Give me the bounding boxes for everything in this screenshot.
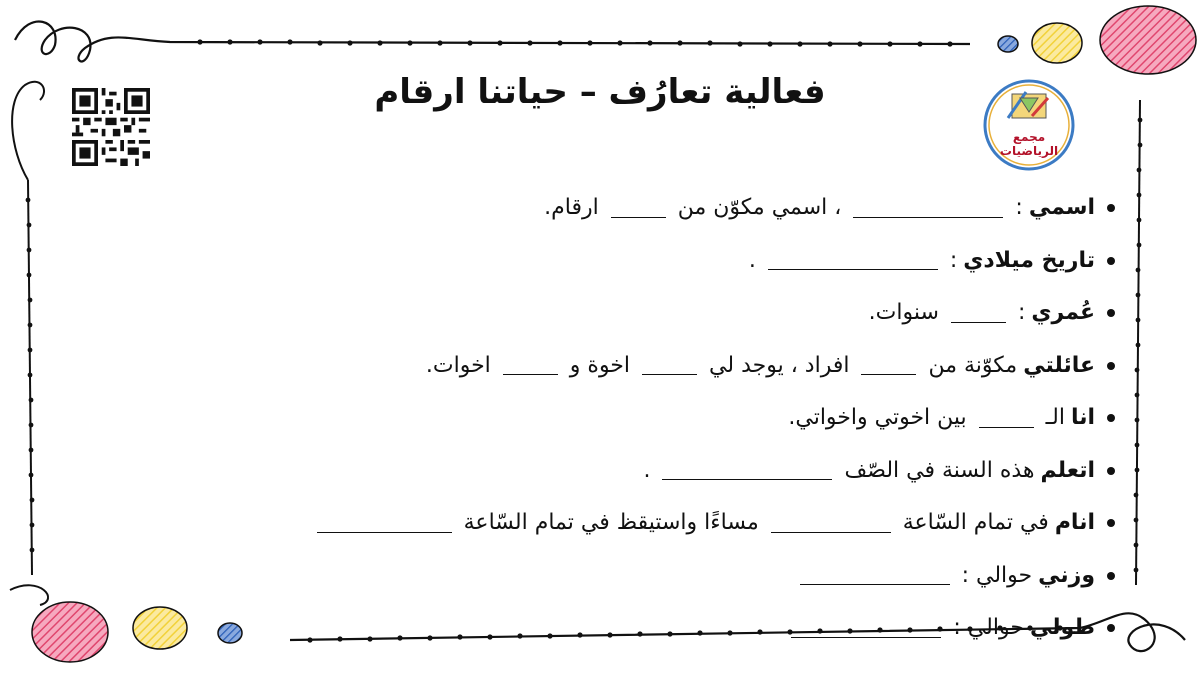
list-item-grade xyxy=(215,445,1115,498)
bullet-icon xyxy=(1107,467,1115,475)
list-item-age xyxy=(215,287,1115,340)
item-label: عُمري xyxy=(1031,300,1095,326)
item-text: ارقام. xyxy=(544,195,599,221)
fill-blank[interactable] xyxy=(768,251,938,270)
list-item-sibling-rank xyxy=(215,392,1115,445)
logo-text: مجمع الرياضيات xyxy=(999,130,1059,158)
worksheet-lines xyxy=(215,182,1115,655)
bullet-icon xyxy=(1107,624,1115,632)
bullet-icon xyxy=(1107,362,1115,370)
item-text: حوالي : xyxy=(953,615,1024,641)
fill-blank[interactable] xyxy=(979,409,1034,428)
list-item-height xyxy=(215,602,1115,655)
item-label: اسمي xyxy=(1028,195,1095,221)
fill-blank[interactable] xyxy=(317,514,452,533)
bullet-icon xyxy=(1107,257,1115,265)
item-text: اخوة و xyxy=(569,352,631,378)
fill-blank[interactable] xyxy=(853,199,1003,218)
item-text: : xyxy=(1017,300,1026,326)
fill-blank[interactable] xyxy=(611,199,666,218)
item-text: في تمام السّاعة xyxy=(902,510,1049,536)
fill-blank[interactable] xyxy=(642,356,697,375)
list-item-birthdate xyxy=(215,235,1115,288)
fill-blank[interactable] xyxy=(791,619,941,638)
item-text: افراد ، يوجد لي xyxy=(709,352,850,378)
list-item-family xyxy=(215,340,1115,393)
item-text: : xyxy=(1015,195,1023,221)
item-label: انام xyxy=(1054,510,1095,536)
fill-blank[interactable] xyxy=(503,356,558,375)
item-label: تاريخ ميلادي xyxy=(963,247,1095,273)
fill-blank[interactable] xyxy=(800,566,950,585)
item-label: وزني xyxy=(1038,562,1095,588)
bullet-icon xyxy=(1107,519,1115,527)
bullet-icon xyxy=(1107,572,1115,580)
item-text: سنوات. xyxy=(868,300,939,326)
item-text: الـ xyxy=(1045,405,1065,431)
item-text: حوالي : xyxy=(961,562,1033,588)
item-label: طولي xyxy=(1029,615,1095,641)
item-label: عائلتي xyxy=(1023,352,1095,378)
fill-blank[interactable] xyxy=(861,356,916,375)
fill-blank[interactable] xyxy=(771,514,891,533)
qr-code-icon xyxy=(72,88,150,166)
fill-blank[interactable] xyxy=(951,304,1006,323)
item-text: بين اخوتي واخواتي. xyxy=(788,405,967,431)
item-text: هذه السنة في الصّف xyxy=(844,457,1035,483)
bullet-icon xyxy=(1107,309,1115,317)
item-text: اخوات. xyxy=(425,352,491,378)
list-item-sleep xyxy=(215,497,1115,550)
list-item-weight xyxy=(215,550,1115,603)
item-text: مكوّنة من xyxy=(928,352,1018,378)
item-text: مساءًا واستيقظ في تمام السّاعة xyxy=(463,510,759,536)
fill-blank[interactable] xyxy=(662,461,832,480)
bullet-icon xyxy=(1107,414,1115,422)
item-label: انا xyxy=(1070,405,1095,431)
list-item-name xyxy=(215,182,1115,235)
item-label: اتعلم xyxy=(1040,457,1095,483)
item-text: : xyxy=(949,247,958,273)
item-text: . xyxy=(748,247,756,273)
bullet-icon xyxy=(1107,204,1115,212)
item-text: ، اسمي مكوّن من xyxy=(677,195,842,221)
item-text: . xyxy=(643,457,651,483)
page-title: فعالية تعارُف – حياتنا ارقام xyxy=(374,72,826,112)
